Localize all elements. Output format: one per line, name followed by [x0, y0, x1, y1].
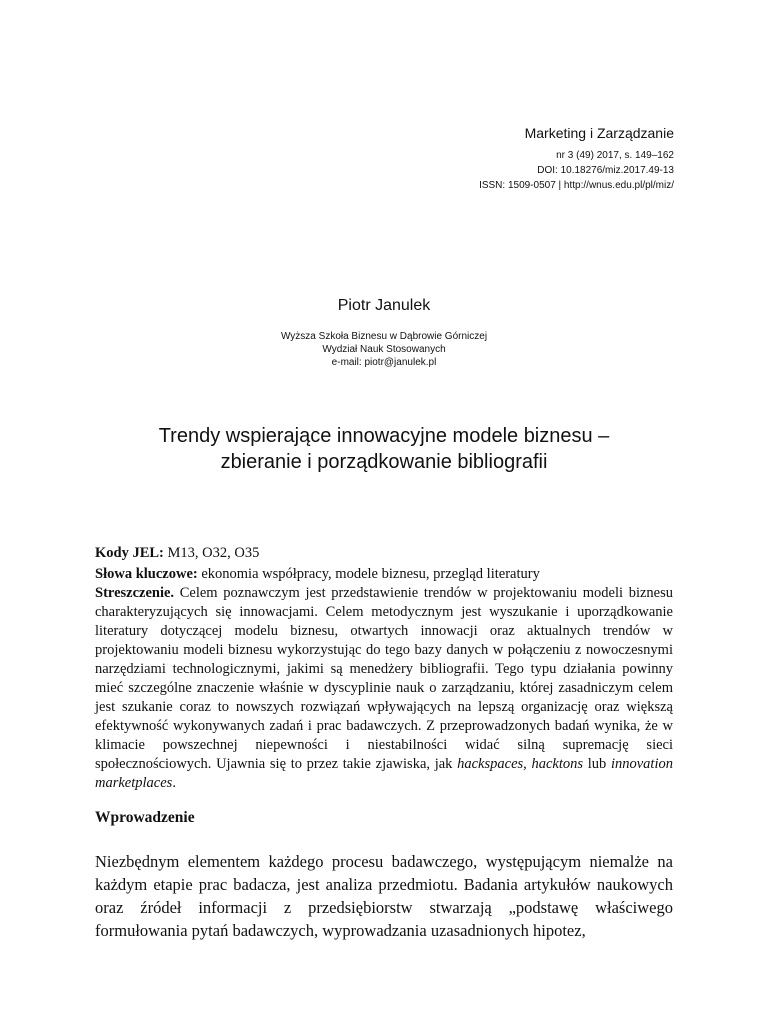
keywords-value: ekonomia współpracy, modele biznesu, przegląd literatury — [197, 566, 540, 582]
author-affiliation-faculty: Wydział Nauk Stosowanych — [322, 344, 446, 355]
jel-label: Kody JEL: — [95, 545, 164, 561]
introduction-text: Niezbędnym elementem każdego procesu badawczego, występującym niemalże na każdym etapie prac badacza, jest analiza przedmiotu. Badania artykułów naukowych oraz źródeł informacji z przedsiębiorstw stwarzają „podstawę właściwego formułowania pytań badawczych, wyprowadzania uzasadnionych hipotez, — [95, 852, 673, 940]
abstract-sep-2: lub — [583, 756, 611, 772]
section-heading-introduction: Wprowadzenie — [95, 809, 195, 826]
abstract-term-hackspaces: hackspaces — [457, 756, 524, 772]
journal-issn: ISSN: 1509-0507 | http://wnus.edu.pl/pl/miz/ — [479, 180, 674, 191]
jel-codes — [95, 544, 673, 563]
article-title — [0, 423, 768, 475]
abstract — [95, 584, 673, 793]
abstract-label: Streszczenie. — [95, 585, 175, 601]
abstract-sep-1: , — [523, 756, 532, 772]
abstract-term-hacktons: hacktons — [531, 756, 584, 772]
article-title-line-1: Trendy wspierające innowacyjne modele biznesu – — [158, 425, 610, 447]
journal-header — [479, 124, 674, 193]
author-affiliation-school: Wyższa Szkoła Biznesu w Dąbrowie Górniczej — [280, 331, 488, 342]
article-metadata — [95, 544, 673, 793]
article-title-line-2: zbieranie i porządkowanie bibliografii — [220, 451, 548, 473]
author-name: Piotr Janulek — [337, 297, 431, 314]
journal-doi: DOI: 10.18276/miz.2017.49-13 — [537, 165, 674, 176]
keywords — [95, 565, 673, 584]
journal-name: Marketing i Zarządzanie — [524, 125, 674, 141]
author-email: e-mail: piotr@janulek.pl — [331, 357, 437, 368]
abstract-text: Celem poznawczym jest przedstawienie trendów w projektowaniu modeli biznesu charakteryzujących się innowacjami. Celem metodycznym jest wyszukanie i uporządkowanie literatury dotyczącej modelu biznesu, otwartych innowacji oraz aktualnych trendów w projektowaniu modeli biznesu wykorzystując do tego bazy danych w połączeniu z nowoczesnymi narzędziami technologicznymi, jakimi są menedżery bibliografii. Tego typu działania powinny mieć szczególne znaczenie właśnie w dyscyplinie nauk o zarządzaniu, której zasadniczym celem jest szukanie coraz to nowszych rozwiązań wpływających na lepszą organizację oraz większą efektywność wykonywanych zadań i prac badawczych. Z przeprowadzonych badań wynika, że w klimacie powszechnej niepewności i niestabilności widać silną supremację sieci społecznościowych. Ujawnia się to przez takie zjawiska, jak — [95, 585, 673, 772]
jel-value: M13, O32, O35 — [163, 545, 260, 561]
abstract-end: . — [172, 775, 176, 791]
abstract-term-innovation-marketplaces: innovation marketplaces — [95, 756, 673, 791]
introduction-paragraph — [95, 850, 673, 942]
keywords-label: Słowa kluczowe: — [95, 566, 198, 582]
journal-issue: nr 3 (49) 2017, s. 149–162 — [556, 150, 674, 161]
author-block — [0, 296, 768, 369]
